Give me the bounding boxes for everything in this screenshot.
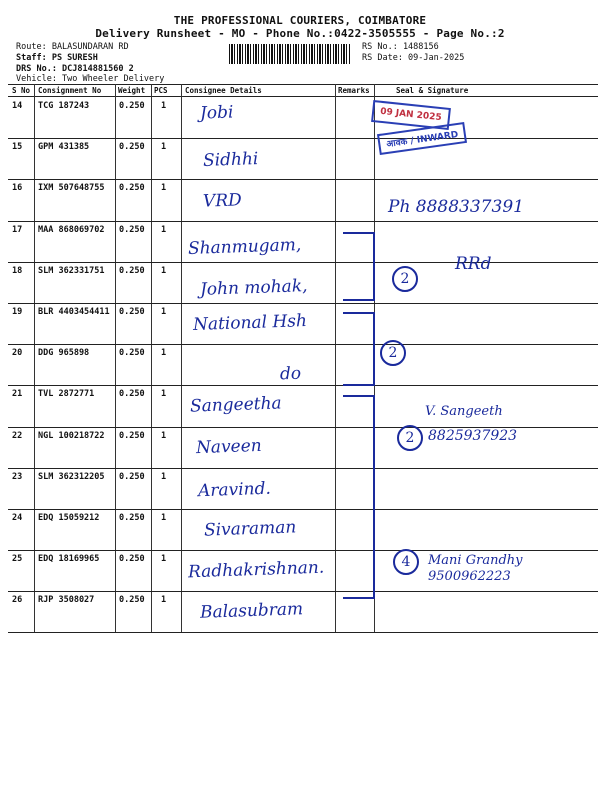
row-weight: 0.250 <box>119 430 145 441</box>
row-pcs: 1 <box>161 101 167 111</box>
row-consignee-handwriting: Radhakrishnan. <box>187 557 325 583</box>
row-divider <box>8 550 598 551</box>
row-divider <box>8 262 598 263</box>
row-consignee-handwriting: Sivaraman <box>203 517 297 541</box>
row-sno: 22 <box>12 430 23 441</box>
row-weight: 0.250 <box>119 183 145 194</box>
row-pcs: 1 <box>161 142 167 153</box>
row-pcs: 1 <box>161 513 167 523</box>
row-weight: 0.250 <box>119 389 145 400</box>
row-weight: 0.250 <box>119 224 145 235</box>
row-consignment-no: SLM 362312205 <box>38 471 105 482</box>
row-consignment-no: IXM 507648755 <box>38 183 105 194</box>
row-consignment-no: DDG 965898 <box>38 348 90 359</box>
rs-date-label: RS Date: 09-Jan-2025 <box>362 53 465 63</box>
row-sno: 23 <box>12 471 23 482</box>
col-header-consignee: Consignee Details <box>185 86 262 95</box>
row-consignee-handwriting: Sangeetha <box>189 393 282 417</box>
row-divider <box>8 179 598 180</box>
remarks-bracket <box>343 232 375 301</box>
row-sno: 18 <box>12 265 23 276</box>
table-bottom-rule <box>8 632 598 633</box>
row-pcs: 1 <box>161 554 167 565</box>
row-consignment-no: MAA 868069702 <box>38 224 105 235</box>
row-consignment-no: SLM 362331751 <box>38 265 105 276</box>
circle-mark: 2 <box>380 340 406 366</box>
row-pcs: 1 <box>161 265 167 276</box>
sign-row-16: Ph 8888337391 <box>388 197 524 217</box>
row-weight: 0.250 <box>119 101 145 111</box>
row-consignment-no: RJP 3508027 <box>38 595 95 606</box>
row-consignee-handwriting: Balasubram <box>199 599 304 624</box>
row-sno: 26 <box>12 595 23 606</box>
row-weight: 0.250 <box>119 595 145 606</box>
row-divider <box>8 509 598 510</box>
row-consignee-handwriting: John mohak, <box>199 275 308 300</box>
row-divider <box>8 385 598 386</box>
inward-stamp: आवक / INWARD <box>377 122 468 155</box>
row-consignee-handwriting: Jobi <box>199 102 234 124</box>
row-consignee-handwriting: Shanmugam, <box>187 234 302 259</box>
row-pcs: 1 <box>161 183 167 194</box>
col-header-consignment: Consignment No <box>38 86 102 95</box>
row-weight: 0.250 <box>119 307 145 317</box>
circle-mark: 4 <box>393 549 419 575</box>
sign-row-21: V. Sangeeth <box>425 404 503 419</box>
row-weight: 0.250 <box>119 471 145 482</box>
col-header-remarks: Remarks <box>338 86 370 95</box>
row-pcs: 1 <box>161 595 167 606</box>
row-weight: 0.250 <box>119 554 145 565</box>
circle-mark: 2 <box>397 425 423 451</box>
row-weight: 0.250 <box>119 513 145 523</box>
row-sno: 14 <box>12 101 23 111</box>
row-divider <box>8 221 598 222</box>
company-title: THE PROFESSIONAL COURIERS, COIMBATORE <box>173 14 427 27</box>
row-sno: 16 <box>12 183 23 194</box>
row-sno: 21 <box>12 389 23 400</box>
col-header-pcs: PCS <box>154 86 168 95</box>
row-pcs: 1 <box>161 471 167 482</box>
row-sno: 15 <box>12 142 23 153</box>
row-consignee-handwriting: National Hsh <box>192 311 308 335</box>
vehicle-label: Vehicle: Two Wheeler Delivery <box>16 74 165 84</box>
row-weight: 0.250 <box>119 142 145 153</box>
row-sno: 25 <box>12 554 23 565</box>
remarks-bracket <box>343 395 375 599</box>
row-consignee-handwriting: Aravind. <box>197 478 272 502</box>
row-consignment-no: NGL 100218722 <box>38 430 105 441</box>
row-weight: 0.250 <box>119 265 145 276</box>
row-divider <box>8 591 598 592</box>
row-pcs: 1 <box>161 430 167 441</box>
row-pcs: 1 <box>161 348 167 359</box>
row-weight: 0.250 <box>119 348 145 359</box>
col-header-seal: Seal & Signature <box>396 86 469 95</box>
row-consignee-handwriting: Sidhhi <box>202 149 259 172</box>
row-pcs: 1 <box>161 389 167 400</box>
row-divider <box>8 468 598 469</box>
row-divider <box>8 344 598 345</box>
row-consignment-no: GPM 431385 <box>38 142 90 153</box>
row-consignee-handwriting: do <box>279 363 302 385</box>
circle-mark: 2 <box>392 266 418 292</box>
row-consignment-no: EDQ 15059212 <box>38 513 100 523</box>
row-pcs: 1 <box>161 224 167 235</box>
row-sno: 20 <box>12 348 23 359</box>
row-sno: 17 <box>12 224 23 235</box>
row-consignment-no: TVL 2872771 <box>38 389 95 400</box>
sign-row-25: Mani Grandhy 9500962223 <box>428 553 523 584</box>
date-stamp: 09 JAN 2025 <box>371 100 451 130</box>
row-consignment-no: EDQ 18169965 <box>38 554 100 565</box>
remarks-bracket <box>343 312 375 386</box>
rs-no-label: RS No.: 1488156 <box>362 42 439 52</box>
sign-row-18: RRd <box>455 254 492 274</box>
row-consignment-no: BLR 4403454411 <box>38 307 110 317</box>
sign-row-22: 8825937923 <box>428 428 518 444</box>
runsheet-subtitle: Delivery Runsheet - MO - Phone No.:0422-3505555 - Page No.:2 <box>95 27 505 40</box>
route-label: Route: BALASUNDARAN RD <box>16 42 129 52</box>
row-sno: 24 <box>12 513 23 523</box>
col-header-weight: Weight <box>118 86 146 95</box>
staff-label: Staff: PS SURESH <box>16 53 98 63</box>
drs-label: DRS No.: DCJ814881560 2 <box>16 64 134 74</box>
col-header-sno: S No <box>12 86 31 95</box>
row-pcs: 1 <box>161 307 167 317</box>
row-sno: 19 <box>12 307 23 317</box>
row-consignee-handwriting: Naveen <box>195 435 263 458</box>
row-divider <box>8 303 598 304</box>
table-top-rule <box>8 84 598 85</box>
barcode <box>229 44 351 64</box>
row-consignment-no: TCG 187243 <box>38 101 90 111</box>
table-header-rule <box>8 96 598 97</box>
row-divider <box>8 138 598 139</box>
row-consignee-handwriting: VRD <box>202 190 243 213</box>
